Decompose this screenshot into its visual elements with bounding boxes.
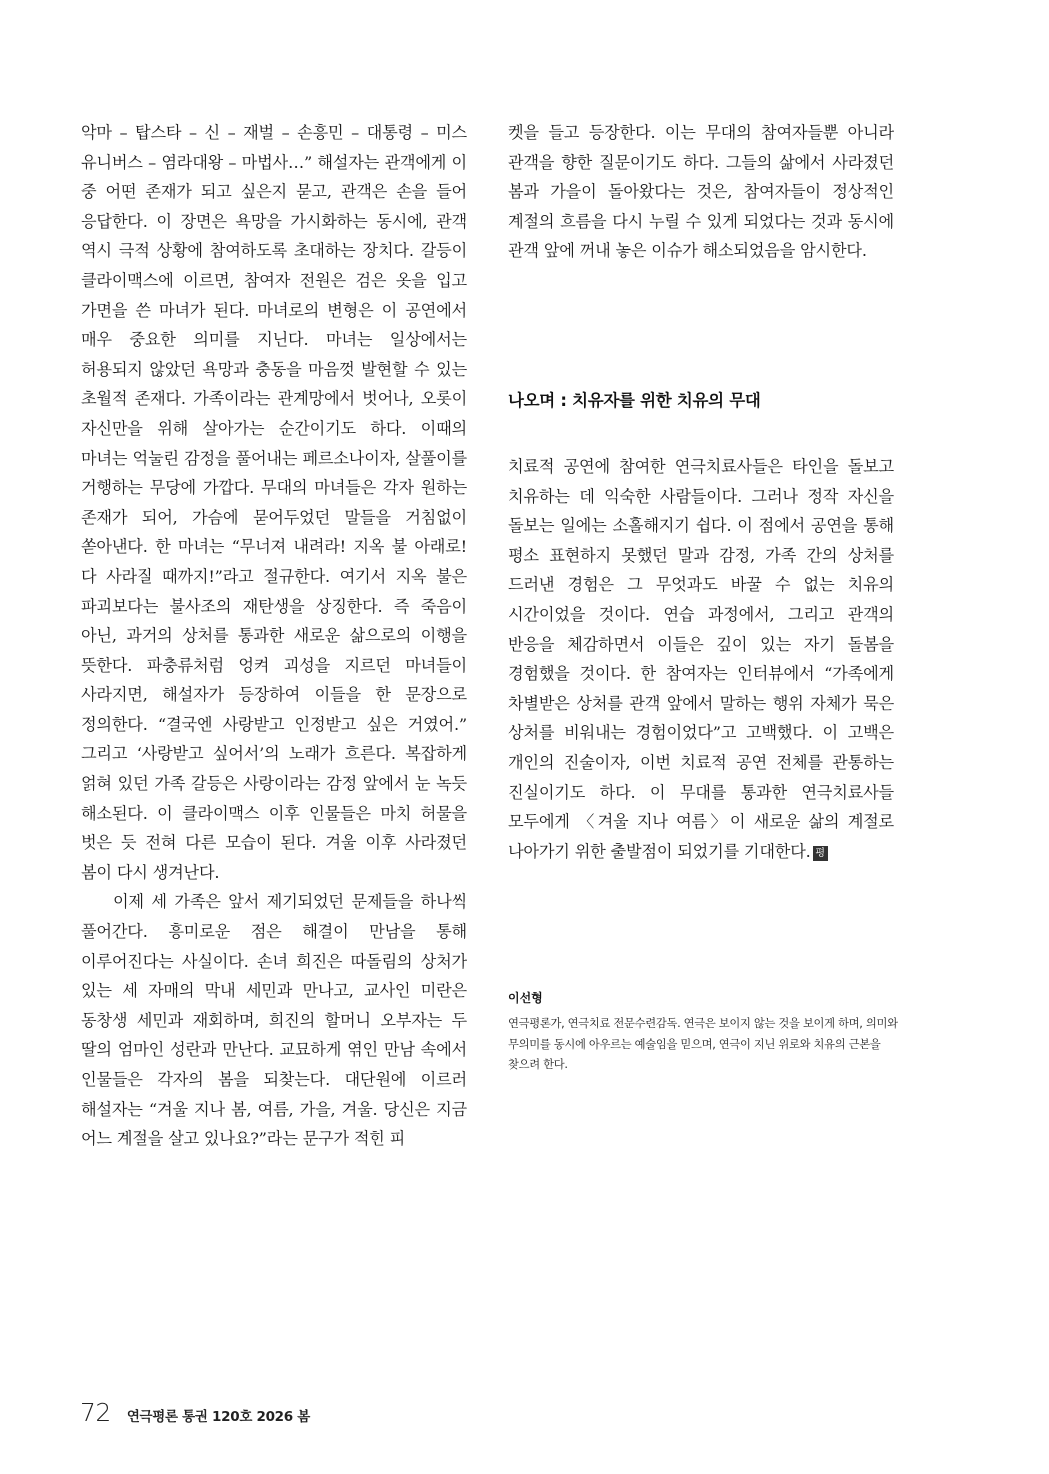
page-number: 72 (80, 1398, 111, 1427)
section-title: 나오며 : 치유자를 위한 치유의 무대 (508, 391, 761, 410)
body-paragraph (508, 452, 894, 866)
right-column-bottom (508, 452, 894, 866)
left-column (81, 118, 467, 1154)
author-box (508, 989, 900, 1076)
author-name: 이선형 (508, 991, 543, 1005)
author-bio: 연극평론가, 연극치료 전문수련감독. 연극은 보이지 않는 것을 보이게 하며, 의미와 무의미를 동시에 아우르는 예술임을 믿으며, 연극이 지닌 위로와 치유의 근본을 찾으려 한다. (508, 1017, 898, 1071)
journal-name: 연극평론 통권 120호 2026 봄 (126, 1409, 310, 1425)
body-paragraph: 악마 – 탑스타 – 신 – 재벌 – 손흥민 – 대통령 – 미스 유니버스 – 염라대왕 – 마법사…” 해설자는 관객에게 이 중 어떤 존재가 되고 싶은지 묻고, 관객은 손을 들어 응답한다. 이 장면은 욕망을 가시화하는 동시에, 관객 역시 극적 상황에 참여하도록 초대하는 장치다. 갈등이 클라이맥스에 이르면, 참여자 전원은 검은 옷을 입고 가면을 쓴 마녀가 된다. 마녀로의 변형은 이 공연에서 매우 중요한 의미를 지닌다. 마녀는 일상에서는 허용되지 않았던 욕망과 충동을 마음껏 발현할 수 있는 초월적 존재다. 가족이라는 관계망에서 벗어나, 오롯이 자신만을 위해 살아가는 순간이기도 하다. 이때의 마녀는 억눌린 감정을 풀어내는 페르소나이자, 살풀이를 거행하는 무당에 가깝다. 무대의 마녀들은 각자 원하는 존재가 되어, 가슴에 묻어두었던 말들을 거침없이 쏟아낸다. 한 마녀는 “무너져 내려라! 지옥 불 아래로! 다 사라질 때까지!”라고 절규한다. 여기서 지옥 불은 파괴보다는 불사조의 재탄생을 상징한다. 즉 죽음이 아닌, 과거의 상처를 통과한 새로운 삶으로의 이행을 뜻한다. 파충류처럼 엉켜 괴성을 지르던 마녀들이 사라지면, 해설자가 등장하여 이들을 한 문장으로 정의한다. “결국엔 사랑받고 인정받고 싶은 거였어.” 그리고 ‘사랑받고 싶어서’의 노래가 흐른다. 복잡하게 얽혀 있던 가족 갈등은 사랑이라는 감정 앞에서 눈 녹듯 해소된다. 이 클라이맥스 이후 인물들은 마치 허물을 벗은 듯 전혀 다른 모습이 된다. 겨울 이후 사라졌던 봄이 다시 생겨난다. (81, 123, 467, 882)
right-column-top (508, 118, 894, 266)
end-mark-icon: 평 (813, 846, 828, 861)
body-paragraph: 켓을 들고 등장한다. 이는 무대의 참여자들뿐 아니라 관객을 향한 질문이기도 하다. 그들의 삶에서 사라졌던 봄과 가을이 돌아왔다는 것은, 참여자들이 정상적인 계절의 흐름을 다시 누릴 수 있게 되었다는 것과 동시에 관객 앞에 꺼내 놓은 이슈가 해소되었음을 암시한다. (508, 123, 894, 261)
page-footer (80, 1398, 310, 1428)
closing-paragraph-text: 치료적 공연에 참여한 연극치료사들은 타인을 돌보고 치유하는 데 익숙한 사람들이다. 그러나 정작 자신을 돌보는 일에는 소홀해지기 쉽다. 이 점에서 공연을 통해 평소 표현하지 못했던 말과 감정, 가족 간의 상처를 드러낸 경험은 그 무엇과도 바꿀 수 없는 치유의 시간이었을 것이다. 연습 과정에서, 그리고 관객의 반응을 체감하면서 이들은 깊이 있는 자기 돌봄을 경험했을 것이다. 한 참여자는 인터뷰에서 “가족에게 차별받은 상처를 관객 앞에서 말하는 행위 자체가 묵은 상처를 비워내는 경험이었다”고 고백했다. 이 고백은 개인의 진술이자, 이번 치료적 공연 전체를 관통하는 진실이기도 하다. 이 무대를 통과한 연극치료사들 모두에게 〈겨울 지나 여름〉이 새로운 삶의 계절로 나아가기 위한 출발점이 되었기를 기대한다. (508, 457, 894, 861)
body-paragraph: 이제 세 가족은 앞서 제기되었던 문제들을 하나씩 풀어간다. 흥미로운 점은 해결이 만남을 통해 이루어진다는 사실이다. 손녀 희진은 따돌림의 상처가 있는 세 자매의 막내 세민과 만나고, 교사인 미란은 동창생 세민과 재회하며, 희진의 할머니 오부자는 두 딸의 엄마인 성란과 만난다. 교묘하게 엮인 만남 속에서 인물들은 각자의 봄을 되찾는다. 대단원에 이르러 해설자는 “겨울 지나 봄, 여름, 가을, 겨울. 당신은 지금 어느 계절을 살고 있나요?”라는 문구가 적힌 피 (81, 892, 467, 1149)
